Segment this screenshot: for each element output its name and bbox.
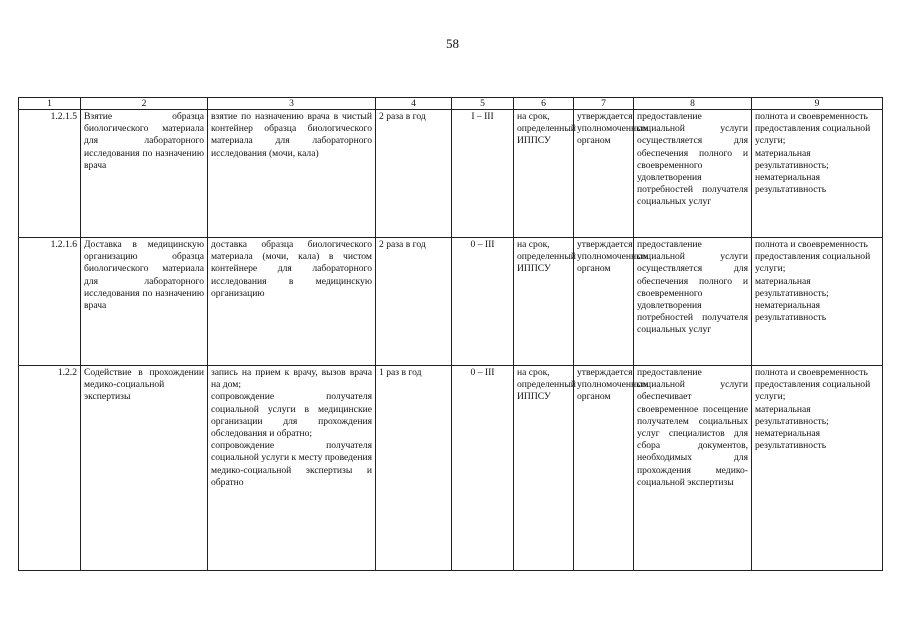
service-code: 1.2.1.5 — [19, 110, 81, 238]
column-header: 5 — [452, 98, 514, 110]
description-line: запись на прием к врачу, вызов врача на дом; — [211, 367, 372, 391]
service-name: Взятие образца биологического материала для лабораторного исследования по назначению врача — [81, 110, 208, 238]
column-header: 1 — [19, 98, 81, 110]
service-name: Доставка в медицинскую организацию образца биологического материала для лабораторного исследования по назначению врача — [81, 238, 208, 366]
column-header: 7 — [574, 98, 634, 110]
services-table — [18, 97, 883, 571]
quality-item: нематериальная результативность — [755, 172, 827, 196]
column-header: 3 — [208, 98, 376, 110]
table-row — [19, 366, 883, 571]
quality-item: материальная результативность; — [755, 275, 829, 299]
service-group: I – III — [452, 110, 514, 238]
quality-item: полнота и своевременность предоставления социальной услуги; — [755, 111, 871, 147]
quality-item: полнота и своевременность предоставления социальной услуги; — [755, 239, 871, 275]
service-quality — [752, 110, 883, 238]
service-description — [208, 366, 376, 571]
service-name: Содействие в прохождении медико-социальной экспертизы — [81, 366, 208, 571]
column-header: 9 — [752, 98, 883, 110]
service-description: взятие по назначению врача в чистый контейнер образца биологического материала для лабораторного исследования (мочи, кала) — [208, 110, 376, 238]
description-line: сопровождение получателя социальной услуги в медицинские организации для прохождения обследования и обратно; — [211, 391, 372, 440]
service-frequency: 2 раза в год — [376, 110, 452, 238]
service-group: 0 – III — [452, 238, 514, 366]
service-approval: утверждается уполномоченным органом — [574, 110, 634, 238]
service-term: на срок, определенный ИППСУ — [514, 366, 574, 571]
column-header: 6 — [514, 98, 574, 110]
service-conditions: предоставление социальной услуги осуществляется для обеспечения полного и своевременного удовлетворения потребностей получателя социальных услуг — [634, 238, 752, 366]
column-header: 8 — [634, 98, 752, 110]
page-number: 58 — [446, 36, 459, 51]
service-approval: утверждается уполномоченным органом — [574, 238, 634, 366]
service-approval: утверждается уполномоченным органом — [574, 366, 634, 571]
quality-item: материальная результативность; — [755, 403, 829, 427]
service-quality — [752, 366, 883, 571]
service-code: 1.2.1.6 — [19, 238, 81, 366]
service-frequency: 2 раза в год — [376, 238, 452, 366]
quality-item: нематериальная результативность — [755, 428, 827, 452]
table-row — [19, 238, 883, 366]
quality-item: материальная результативность; — [755, 147, 829, 171]
service-conditions: предоставление социальной услуги обеспечивает своевременное посещение получателем социальных услуг специалистов для сбора документов, необходимых для прохождения медико-социальной экспертизы — [634, 366, 752, 571]
service-group: 0 – III — [452, 366, 514, 571]
service-frequency: 1 раз в год — [376, 366, 452, 571]
quality-item: нематериальная результативность — [755, 300, 827, 324]
column-header: 4 — [376, 98, 452, 110]
service-description: доставка образца биологического материала (мочи, кала) в чистом контейнере для лабораторного исследования в медицинскую организацию — [208, 238, 376, 366]
service-term: на срок, определенный ИППСУ — [514, 110, 574, 238]
table-row — [19, 110, 883, 238]
service-code: 1.2.2 — [19, 366, 81, 571]
column-header: 2 — [81, 98, 208, 110]
column-header-row — [19, 98, 883, 110]
service-term: на срок, определенный ИППСУ — [514, 238, 574, 366]
description-line: сопровождение получателя социальной услуги к месту проведения медико-социальной экспертизы и обратно — [211, 440, 372, 488]
quality-item: полнота и своевременность предоставления социальной услуги; — [755, 367, 871, 403]
service-quality — [752, 238, 883, 366]
service-conditions: предоставление социальной услуги осуществляется для обеспечения полного и своевременного удовлетворения потребностей получателя социальных услуг — [634, 110, 752, 238]
